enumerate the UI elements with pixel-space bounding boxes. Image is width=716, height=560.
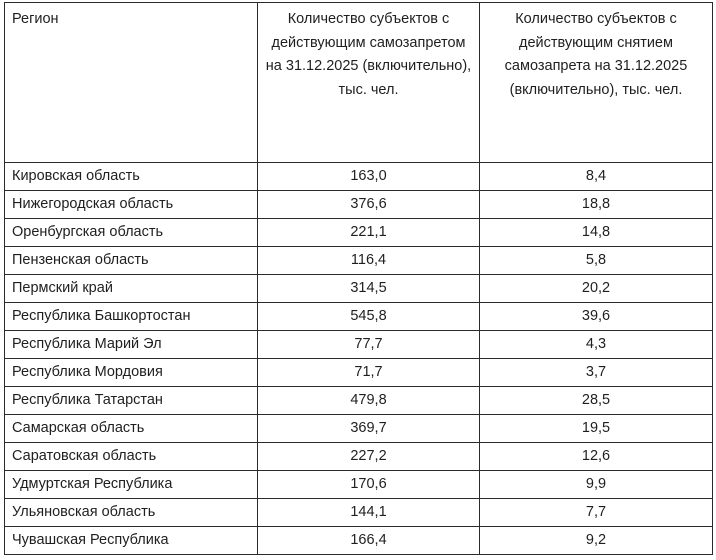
- table-header: [5, 3, 713, 163]
- lifted-self-exclusion-cell: 18,8: [480, 191, 713, 219]
- active-self-exclusion-cell: 170,6: [258, 471, 480, 499]
- table-row: [5, 247, 713, 275]
- region-cell: Самарская область: [5, 415, 258, 443]
- lifted-self-exclusion-cell: 4,3: [480, 331, 713, 359]
- region-cell: Саратовская область: [5, 443, 258, 471]
- lifted-self-exclusion-cell: 3,7: [480, 359, 713, 387]
- table-row: [5, 499, 713, 527]
- lifted-self-exclusion-cell: 19,5: [480, 415, 713, 443]
- lifted-self-exclusion-cell: 12,6: [480, 443, 713, 471]
- table-row: [5, 191, 713, 219]
- active-self-exclusion-cell: 163,0: [258, 163, 480, 191]
- region-cell: Оренбургская область: [5, 219, 258, 247]
- region-cell: Нижегородская область: [5, 191, 258, 219]
- table-body: [5, 163, 713, 555]
- active-self-exclusion-cell: 144,1: [258, 499, 480, 527]
- region-cell: Республика Татарстан: [5, 387, 258, 415]
- lifted-self-exclusion-cell: 8,4: [480, 163, 713, 191]
- lifted-self-exclusion-cell: 9,9: [480, 471, 713, 499]
- table-row: [5, 331, 713, 359]
- region-cell: Пензенская область: [5, 247, 258, 275]
- lifted-self-exclusion-cell: 9,2: [480, 527, 713, 555]
- region-cell: Республика Марий Эл: [5, 331, 258, 359]
- region-cell: Чувашская Республика: [5, 527, 258, 555]
- lifted-self-exclusion-cell: 20,2: [480, 275, 713, 303]
- header-region: Регион: [5, 3, 258, 163]
- table-row: [5, 527, 713, 555]
- active-self-exclusion-cell: 369,7: [258, 415, 480, 443]
- table-row: [5, 415, 713, 443]
- table-row: [5, 303, 713, 331]
- active-self-exclusion-cell: 77,7: [258, 331, 480, 359]
- table-row: [5, 275, 713, 303]
- header-active-self-exclusion: Количество субъектов с действующим самозапретом на 31.12.2025 (включительно), тыс. чел.: [258, 3, 480, 163]
- region-cell: Республика Мордовия: [5, 359, 258, 387]
- active-self-exclusion-cell: 221,1: [258, 219, 480, 247]
- lifted-self-exclusion-cell: 14,8: [480, 219, 713, 247]
- lifted-self-exclusion-cell: 39,6: [480, 303, 713, 331]
- active-self-exclusion-cell: 71,7: [258, 359, 480, 387]
- lifted-self-exclusion-cell: 5,8: [480, 247, 713, 275]
- active-self-exclusion-cell: 545,8: [258, 303, 480, 331]
- region-cell: Удмуртская Республика: [5, 471, 258, 499]
- active-self-exclusion-cell: 227,2: [258, 443, 480, 471]
- lifted-self-exclusion-cell: 7,7: [480, 499, 713, 527]
- table-row: [5, 163, 713, 191]
- active-self-exclusion-cell: 376,6: [258, 191, 480, 219]
- region-cell: Ульяновская область: [5, 499, 258, 527]
- active-self-exclusion-cell: 116,4: [258, 247, 480, 275]
- table-row: [5, 219, 713, 247]
- active-self-exclusion-cell: 479,8: [258, 387, 480, 415]
- table-row: [5, 387, 713, 415]
- header-lifted-self-exclusion: Количество субъектов с действующим снятием самозапрета на 31.12.2025 (включительно), тыс. чел.: [480, 3, 713, 163]
- region-cell: Пермский край: [5, 275, 258, 303]
- region-cell: Кировская область: [5, 163, 258, 191]
- self-exclusion-table: [4, 2, 713, 555]
- table-row: [5, 359, 713, 387]
- region-cell: Республика Башкортостан: [5, 303, 258, 331]
- active-self-exclusion-cell: 166,4: [258, 527, 480, 555]
- table-row: [5, 471, 713, 499]
- active-self-exclusion-cell: 314,5: [258, 275, 480, 303]
- lifted-self-exclusion-cell: 28,5: [480, 387, 713, 415]
- header-row: [5, 3, 713, 163]
- table-row: [5, 443, 713, 471]
- self-exclusion-table-container: [4, 2, 713, 555]
